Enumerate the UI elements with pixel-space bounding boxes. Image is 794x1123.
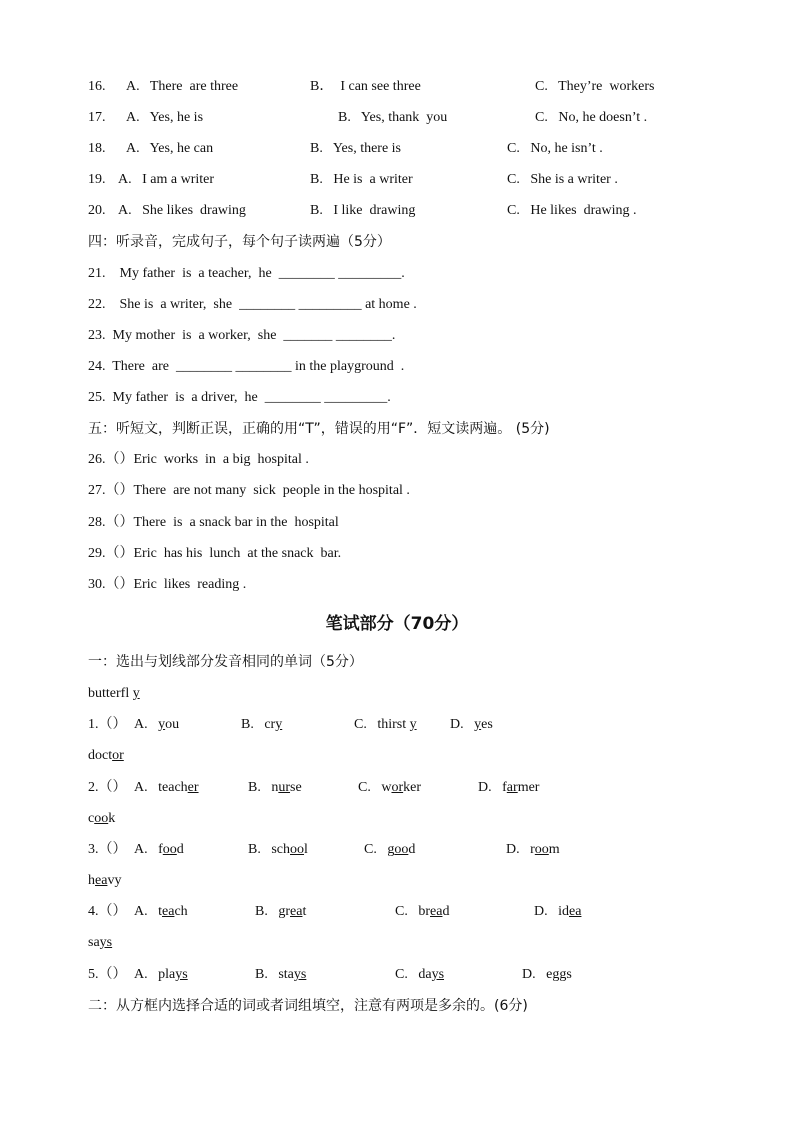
option-c: C. bread (395, 904, 450, 919)
underlined-part: oo (94, 811, 109, 826)
section-heading: 一：选出与划线部分发音相同的单词（5分） (88, 654, 363, 670)
underlined-part: ea (290, 904, 303, 919)
question-number: 3.（） (88, 842, 127, 857)
underlined-part: ur (278, 780, 291, 795)
option-d: D. room (506, 842, 560, 857)
underlined-part: ys (175, 967, 188, 982)
section-heading: 五：听短文，判断正误，正确的用“T”，错误的用“F”．短文读两遍。 (5分) (88, 421, 550, 437)
mc-row (88, 77, 655, 97)
option-c: C. thirst y (354, 717, 417, 732)
option-b: B. great (255, 904, 307, 919)
option-b: B. He is a writer (310, 172, 413, 187)
underlined-part: oo (394, 842, 409, 857)
option-a: A. teacher (134, 780, 199, 795)
question-number: 20. (88, 203, 106, 218)
underlined-part: ea (430, 904, 443, 919)
underlined-part: ys (431, 967, 445, 982)
question-number: 18. (88, 141, 106, 156)
fill-sentence: 23. My mother is a worker, she _______ ________. (88, 328, 396, 343)
option-b: B. school (248, 842, 308, 857)
target-word: cook (88, 811, 116, 826)
question-number: 19. (88, 172, 106, 187)
question-number: 16. (88, 79, 106, 94)
option-d: D. farmer (478, 780, 540, 795)
option-a: A. food (134, 842, 184, 857)
option-b: B. nurse (248, 780, 302, 795)
option-c: C. She is a writer . (507, 172, 618, 187)
underlined-part: er (187, 780, 199, 795)
option-c: C. No, he doesn’t . (535, 110, 648, 125)
option-a: A. I am a writer (118, 172, 215, 187)
written-part-title: 笔试部分（70分） (325, 614, 469, 634)
mc-row (88, 170, 618, 190)
mc-row (88, 108, 648, 128)
underlined-part: y (409, 717, 417, 732)
underlined-part: or (391, 780, 404, 795)
option-b: B. Yes, thank you (338, 110, 448, 125)
option-c: C. They’re workers (535, 79, 655, 94)
option-a: A. plays (134, 967, 188, 982)
option-a: A. Yes, he can (126, 141, 214, 156)
option-b: B. Yes, there is (310, 141, 402, 156)
underlined-part: y (474, 717, 482, 732)
option-a: A. Yes, he is (126, 110, 204, 125)
underlined-part: ys (99, 935, 113, 950)
underlined-part: y (275, 717, 283, 732)
question-number: 17. (88, 110, 106, 125)
fill-sentence: 21. My father is a teacher, he ________ _________. (88, 266, 405, 281)
underlined-part: oo (290, 842, 305, 857)
option-b: B. cry (241, 717, 283, 732)
option-c: C. He likes drawing . (507, 203, 637, 218)
underlined-part: oo (162, 842, 177, 857)
question-number: 5.（） (88, 967, 127, 982)
option-d: D. yes (450, 717, 493, 732)
mc-row (88, 201, 637, 221)
underlined-part: ea (569, 904, 582, 919)
target-word: butterfl y (88, 686, 140, 701)
option-b: B. stays (255, 967, 307, 982)
underlined-part: gg (552, 967, 567, 982)
target-word: doctor (88, 748, 124, 763)
option-c: C. No, he isn’t . (507, 141, 603, 156)
true-false-item: 28.（）There is a snack bar in the hospital (88, 515, 339, 530)
option-b: B． I can see three (310, 79, 421, 94)
true-false-item: 27.（）There are not many sick people in the hospital . (88, 483, 410, 498)
true-false-item: 26.（）Eric works in a big hospital . (88, 452, 309, 467)
underlined-part: ea (162, 904, 175, 919)
underlined-part: y (132, 686, 140, 701)
option-c: C. good (364, 842, 416, 857)
option-d: D. eggs (522, 967, 572, 982)
option-a: A. you (134, 717, 180, 732)
fill-sentence: 24. There are ________ ________ in the playground . (88, 359, 405, 374)
option-a: A. She likes drawing (118, 203, 246, 218)
section-heading: 二：从方框内选择合适的词或者词组填空，注意有两项是多余的。(6分) (88, 998, 528, 1014)
fill-sentence: 25. My father is a driver, he ________ _________. (88, 390, 391, 405)
underlined-part: ar (506, 780, 518, 795)
option-c: C. worker (358, 780, 422, 795)
underlined-part: ea (95, 873, 108, 888)
option-b: B. I like drawing (310, 203, 416, 218)
underlined-part: y (158, 717, 166, 732)
fill-sentence: 22. She is a writer, she ________ _________ at home . (88, 297, 417, 312)
option-d: D. idea (534, 904, 582, 919)
mc-row (88, 139, 603, 159)
option-a: A. teach (134, 904, 188, 919)
true-false-item: 29.（）Eric has his lunch at the snack bar. (88, 546, 342, 561)
section-heading: 四：听录音，完成句子，每个句子读两遍（5分） (88, 234, 391, 250)
true-false-item: 30.（）Eric likes reading . (88, 577, 247, 592)
option-c: C. days (395, 967, 445, 982)
underlined-part: ys (293, 967, 307, 982)
option-a: A. There are three (126, 79, 239, 94)
underlined-part: oo (534, 842, 549, 857)
underlined-part: or (112, 748, 124, 763)
question-number: 1.（） (88, 717, 127, 732)
question-number: 4.（） (88, 904, 127, 919)
question-number: 2.（） (88, 780, 127, 795)
target-word: says (88, 935, 113, 950)
target-word: heavy (88, 873, 122, 888)
